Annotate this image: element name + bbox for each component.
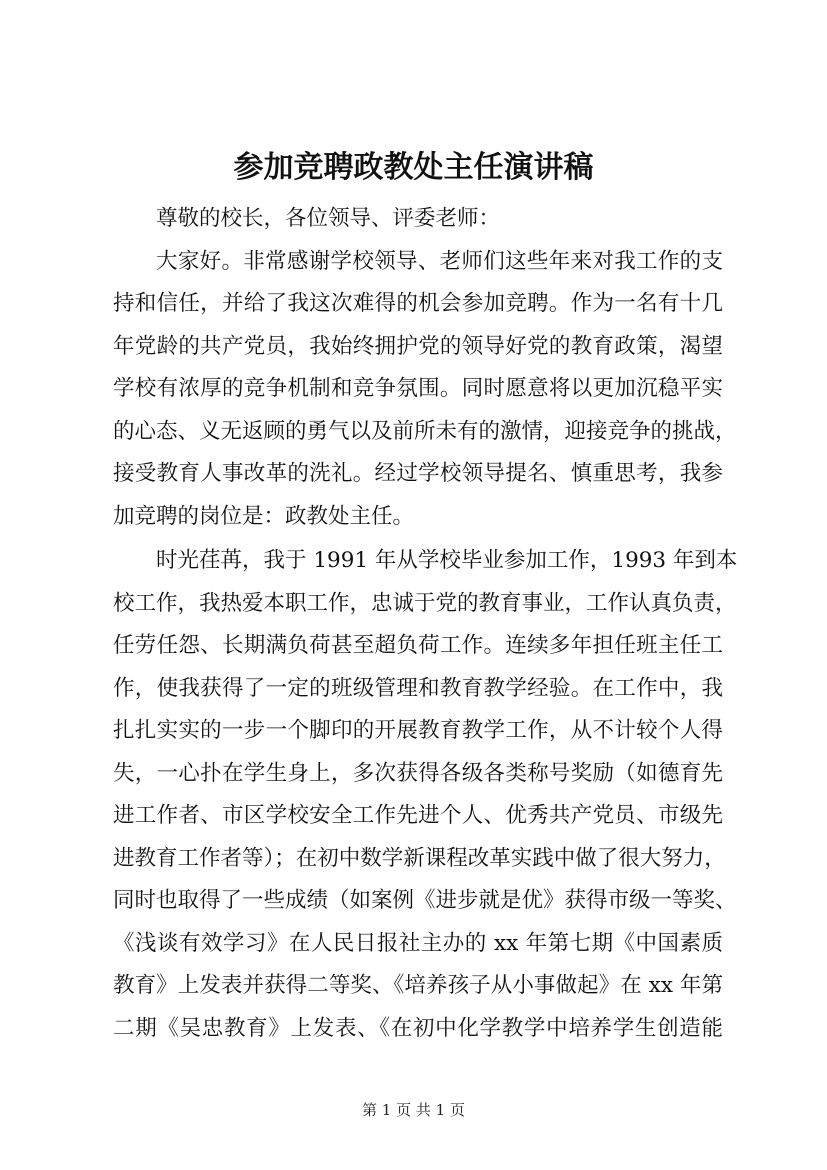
paragraph-1	[113, 241, 737, 539]
paragraph-line: 同时也取得了一些成绩（如案例《进步就是优》获得市级一等奖、	[113, 888, 737, 913]
paragraph-line: 失，一心扑在学生身上，多次获得各级各类称号奖励（如德育先	[113, 760, 723, 786]
paragraph-line: 学校有浓厚的竞争机制和竞争氛围。同时愿意将以更加沉稳平实	[113, 376, 723, 401]
paragraph-line: 的心态、义无返顾的勇气以及前所未有的激情，迎接竞争的挑战，	[113, 418, 737, 444]
paragraph-line: 加竞聘的岗位是：政教处主任。	[113, 503, 415, 529]
paragraph-line: 进工作者、市区学校安全工作先进个人、优秀共产党员、市级先	[113, 803, 723, 828]
paragraph-line: 年党龄的共产党员，我始终拥护党的领导好党的教育政策，渴望	[113, 333, 723, 359]
page-footer: 第 1 页 共 1 页	[362, 1101, 465, 1119]
paragraph-line: 大家好。非常感谢学校领导、老师们这些年来对我工作的支	[156, 248, 723, 274]
paragraph-line: 扎扎实实的一步一个脚印的开展教育教学工作，从不计较个人得	[113, 718, 723, 743]
paragraph-line: 二期《吴忠教育》上发表、《在初中化学教学中培养学生创造能	[113, 1015, 723, 1041]
paragraph-line: 时光荏苒，我于 1991 年从学校毕业参加工作，1993 年到本	[156, 548, 738, 573]
paragraph-2	[113, 540, 738, 1093]
paragraph-line: 作，使我获得了一定的班级管理和教育教学经验。在工作中，我	[113, 675, 723, 701]
salutation: 尊敬的校长，各位领导、评委老师：	[156, 206, 501, 231]
paragraph-line	[113, 1050, 723, 1093]
paragraph-line: 教育》上发表并获得二等奖、《培养孩子从小事做起》在 xx 年第	[113, 973, 723, 998]
paragraph-line: 任劳任怨、长期满负荷甚至超负荷工作。连续多年担任班主任工	[113, 633, 723, 658]
paragraph-line: 接受教育人事改革的洗礼。经过学校领导提名、慎重思考，我参	[113, 461, 723, 486]
paragraph-line: 校工作，我热爱本职工作，忠诚于党的教育事业，工作认真负责，	[113, 590, 737, 616]
paragraph-line: 进教育工作者等）；在初中数学新课程改革实践中做了很大努力，	[113, 845, 726, 871]
paragraph-line: 《浅谈有效学习》在人民日报社主办的 xx 年第七期《中国素质	[113, 930, 723, 956]
document-body	[113, 198, 738, 1093]
paragraph-line: 持和信任，并给了我这次难得的机会参加竞聘。作为一名有十几	[113, 291, 723, 316]
document-title: 参加竞聘政教处主任演讲稿	[233, 150, 594, 185]
